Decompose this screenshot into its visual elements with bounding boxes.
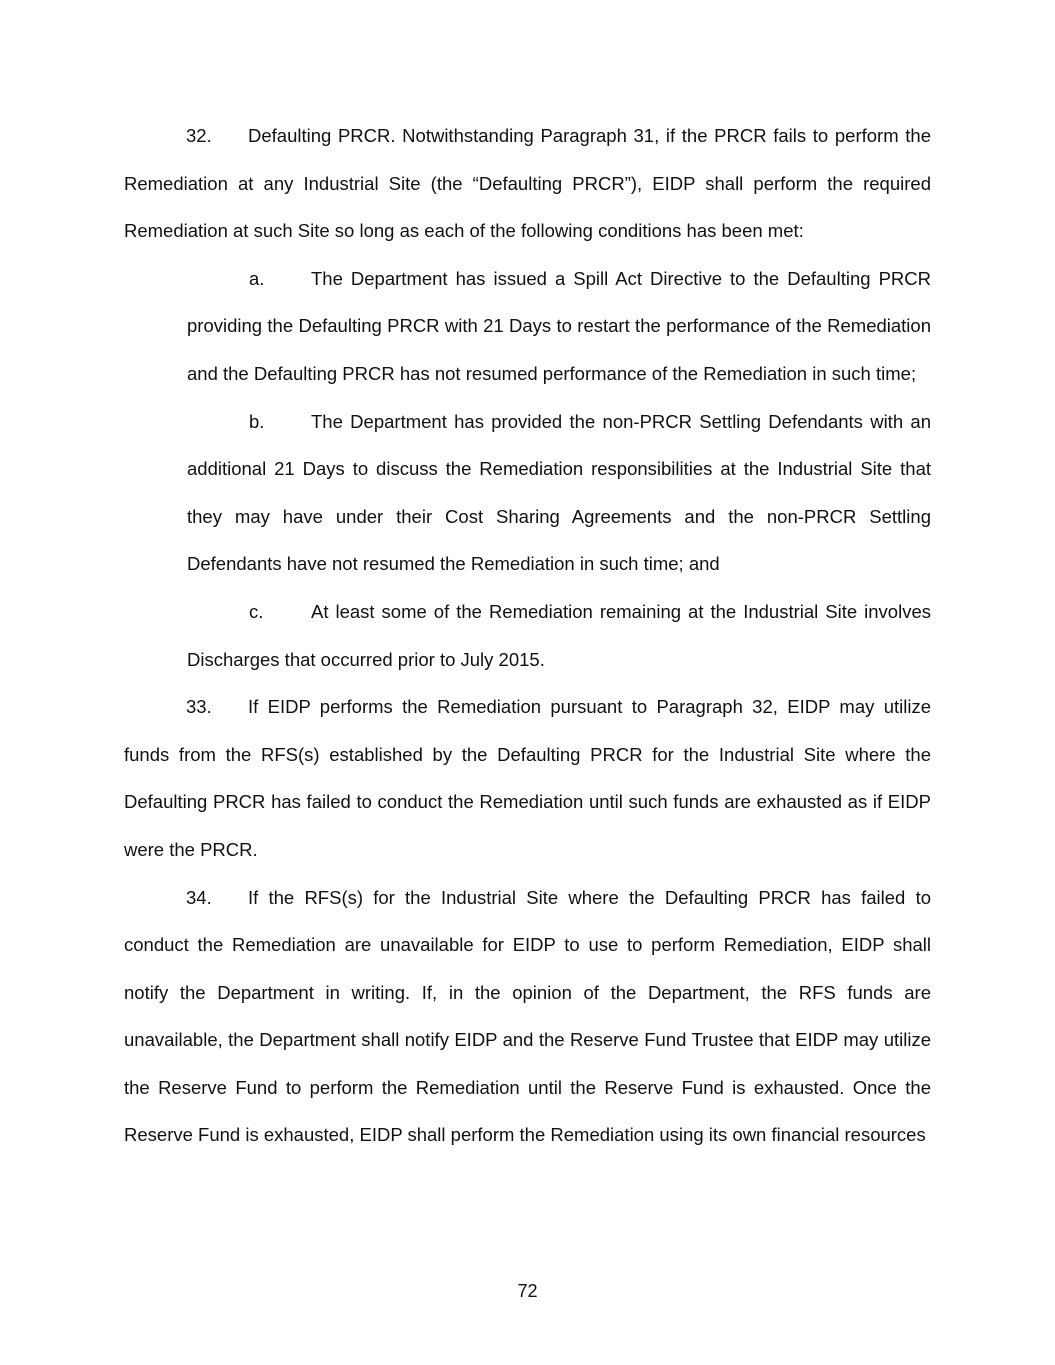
paragraph-number: 34. [186,886,212,908]
paragraph-34 [124,874,931,1160]
subitem-text: The Department has issued a Spill Act Directive to the Defaulting PRCR providing the Defaulting PRCR with 21 Days to restart the performance of the Remediation and the Defaulting PRCR has not resumed performance of the Remediation in such time; [187,267,931,384]
subitem-c [187,588,931,683]
subitem-a [187,255,931,398]
paragraph-text: If the RFS(s) for the Industrial Site where the Defaulting PRCR has failed to conduct the Remediation are unavailable for EIDP to use to perform Remediation, EIDP shall notify the Department in writing. If, in the opinion of the Department, the RFS funds are unavailable, the Department shall notify EIDP and the Reserve Fund Trustee that EIDP may utilize the Reserve Fund to perform the Remediation until the Reserve Fund is exhausted. Once the Reserve Fund is exhausted, EIDP shall perform the Remediation using its own financial resources [124,886,931,1146]
paragraph-33 [124,683,931,873]
paragraph-32 [124,112,931,255]
paragraph-number: 33. [186,696,212,718]
page-number: 72 [517,1281,538,1301]
paragraph-number: 32. [186,125,212,146]
subitem-text: At least some of the Remediation remaining at the Industrial Site involves Discharges that occurred prior to July 2015. [187,600,931,670]
subitem-letter: c. [249,600,264,622]
subitem-b [187,398,931,588]
subitem-letter: b. [249,410,265,432]
paragraph-text: Defaulting PRCR. Notwithstanding Paragraph 31, if the PRCR fails to perform the Remediation at any Industrial Site (the “Defaulting PRCR”), EIDP shall perform the required Remediation at such Site so long as each of the following conditions has been met: [124,125,931,242]
subitem-text: The Department has provided the non-PRCR Settling Defendants with an additional 21 Days to discuss the Remediation responsibilities at the Industrial Site that they may have under their Cost Sharing Agreements and the non-PRCR Settling Defendants have not resumed the Remediation in such time; and [187,410,931,575]
subitem-letter: a. [249,267,265,289]
document-body [124,112,931,1159]
paragraph-text: If EIDP performs the Remediation pursuant to Paragraph 32, EIDP may utilize funds from the RFS(s) established by the Defaulting PRCR for the Industrial Site where the Defaulting PRCR has failed to conduct the Remediation until such funds are exhausted as if EIDP were the PRCR. [124,696,931,860]
